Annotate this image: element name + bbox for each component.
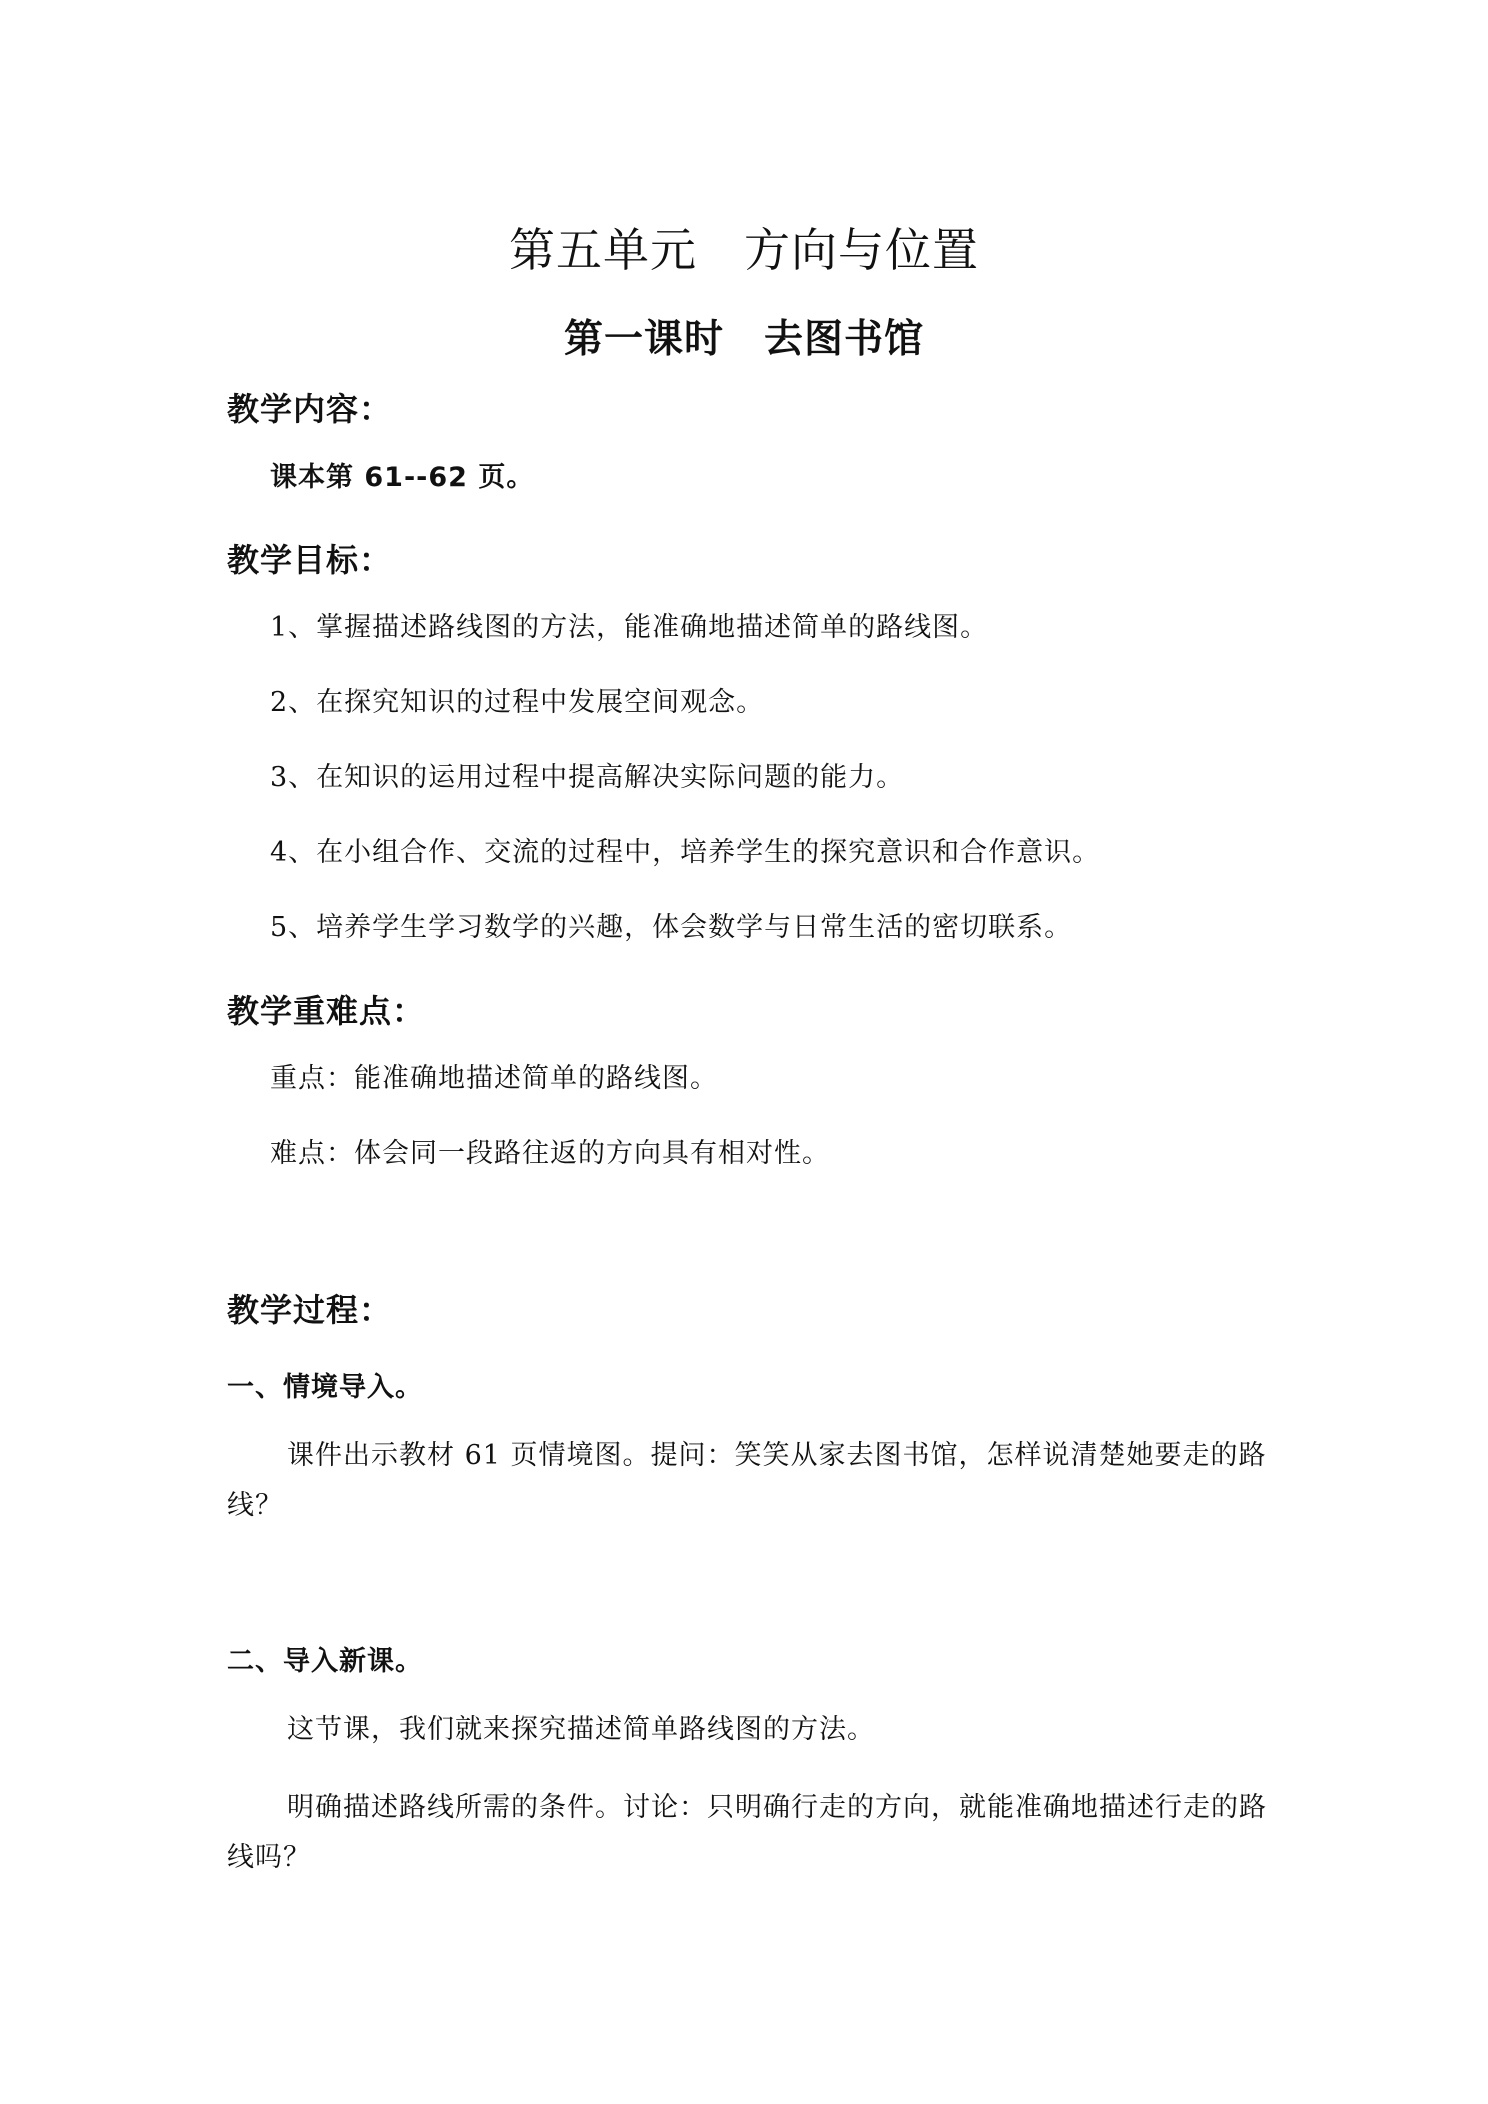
unit-title: 第五单元 方向与位置 (509, 223, 979, 277)
goal-item-1: 1、掌握描述路线图的方法，能准确地描述简单的路线图。 (270, 612, 989, 643)
teaching-process-heading: 教学过程： (227, 1291, 393, 1329)
goal-item-2: 2、在探究知识的过程中发展空间观念。 (270, 687, 765, 718)
part-one-paragraph: 课件出示教材 61 页情境图。提问：笑笑从家去图书馆，怎样说清楚她要走的路线？ (227, 1440, 1267, 1521)
goal-item-4: 4、在小组合作、交流的过程中，培养学生的探究意识和合作意识。 (270, 837, 1101, 868)
teaching-content-text: 课本第 61--62 页。 (270, 462, 535, 493)
teaching-content-heading: 教学内容： (227, 390, 393, 428)
part-one-heading: 一、情境导入。 (227, 1372, 423, 1403)
part-two-paragraph-1: 这节课，我们就来探究描述简单路线图的方法。 (287, 1714, 875, 1745)
part-two-heading: 二、导入新课。 (227, 1646, 423, 1677)
goal-item-3: 3、在知识的运用过程中提高解决实际问题的能力。 (270, 762, 905, 793)
key-points-heading: 教学重难点： (227, 992, 426, 1030)
teaching-goals-heading: 教学目标： (227, 541, 393, 579)
difficulty-text: 难点：体会同一段路往返的方向具有相对性。 (270, 1138, 830, 1169)
goal-item-5: 5、培养学生学习数学的兴趣，体会数学与日常生活的密切联系。 (270, 912, 1073, 943)
part-two-paragraph-2: 明确描述路线所需的条件。讨论：只明确行走的方向，就能准确地描述行走的路线吗？ (227, 1792, 1267, 1873)
key-point-text: 重点：能准确地描述简单的路线图。 (270, 1063, 718, 1094)
lesson-subtitle: 第一课时 去图书馆 (563, 317, 924, 362)
